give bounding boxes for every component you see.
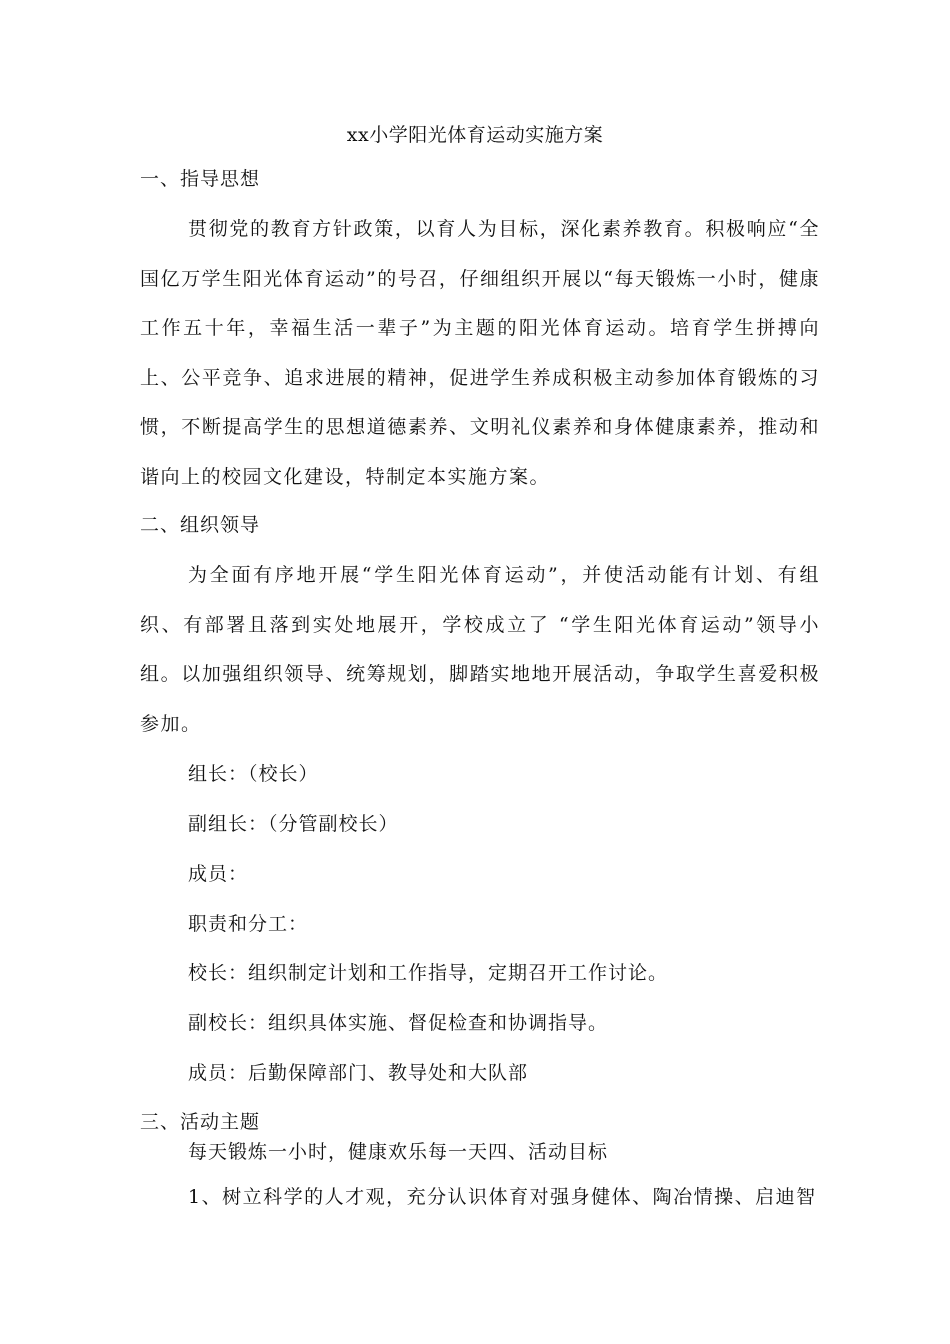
line-activity-theme: 每天锻炼一小时，健康欢乐每一天四、活动目标 — [188, 1141, 609, 1163]
line-duty-principal: 校长：组织制定计划和工作指导，定期召开工作讨论。 — [188, 962, 669, 984]
paragraph-guiding-ideology: 贯彻党的教育方针政策，以育人为目标，深化素养教育。积极响应“全国亿万学生阳光体育运动”的号召，仔细组织开展以“每天锻炼一小时，健康工作五十年，幸福生活一辈子”为主题的阳光体育运动。培育学生拼搏向上、公平竞争、追求进展的精神，促进学生养成积极主动参加体育锻炼的习惯，不断提高学生的思想道德素养、文明礼仪素养和身体健康素养，推动和谐向上的校园文化建设，特制定本实施方案。 — [140, 218, 820, 488]
document-title: xx小学阳光体育运动实施方案 — [346, 124, 604, 146]
paragraph-organization: 为全面有序地开展“学生阳光体育运动”，并使活动能有计划、有组织、有部署且落到实处地展开，学校成立了 “学生阳光体育运动”领导小组。以加强组织领导、统筹规划，脚踏实地地开展活动，争取学生喜爱积极参加。 — [140, 564, 820, 735]
line-leader: 组长：（校长） — [188, 763, 319, 785]
line-goal-item-1: 1、树立科学的人才观，充分认识体育对强身健体、陶冶情操、启迪智 — [188, 1186, 817, 1208]
section-heading-activity-theme: 三、活动主题 — [140, 1111, 261, 1133]
line-duty-members: 成员：后勤保障部门、教导处和大队部 — [188, 1062, 529, 1084]
line-members: 成员： — [188, 863, 249, 885]
line-vice-leader: 副组长：（分管副校长） — [188, 813, 399, 835]
section-heading-guiding-ideology: 一、指导思想 — [140, 168, 261, 190]
section-heading-organization: 二、组织领导 — [140, 514, 261, 536]
line-duty-vice-principal: 副校长：组织具体实施、督促检查和协调指导。 — [188, 1012, 609, 1034]
line-duties-heading: 职责和分工： — [188, 913, 309, 935]
